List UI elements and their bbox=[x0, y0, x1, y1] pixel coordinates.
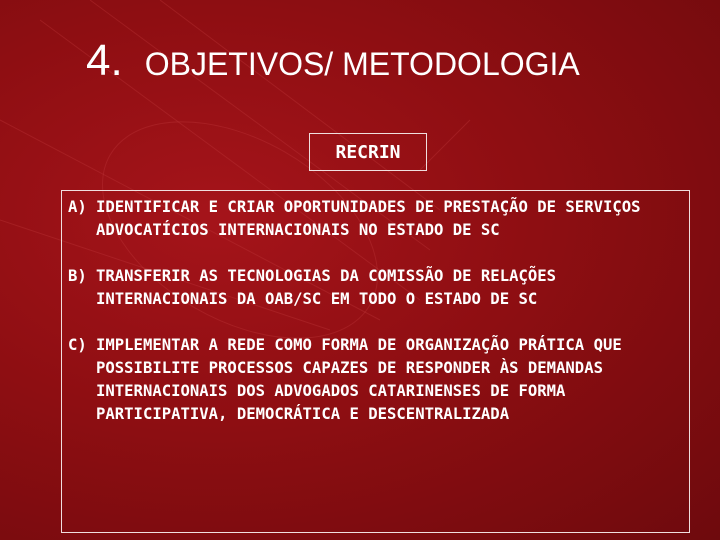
item-marker: A) bbox=[68, 198, 87, 216]
item-text: IDENTIFICAR E CRIAR OPORTUNIDADES DE PRESTAÇÃO DE SERVIÇOS ADVOCATÍCIOS INTERNACIONAIS NO ESTADO DE SC bbox=[96, 198, 641, 239]
item-marker: C) bbox=[68, 336, 87, 354]
list-item bbox=[68, 265, 689, 311]
list-item bbox=[68, 334, 689, 426]
item-text: TRANSFERIR AS TECNOLOGIAS DA COMISSÃO DE RELAÇÕES INTERNACIONAIS DA OAB/SC EM TODO O ESTADO DE SC bbox=[96, 267, 557, 308]
objectives-list bbox=[61, 190, 690, 533]
recrin-label: RECRIN bbox=[309, 133, 427, 171]
item-marker: B) bbox=[68, 267, 87, 285]
slide-title bbox=[86, 36, 580, 86]
section-title: OBJETIVOS/ METODOLOGIA bbox=[144, 46, 580, 82]
list-item bbox=[68, 196, 689, 242]
item-text: IMPLEMENTAR A REDE COMO FORMA DE ORGANIZAÇÃO PRÁTICA QUE POSSIBILITE PROCESSOS CAPAZES DE RESPONDER ÀS DEMANDAS INTERNACIONAIS DOS ADVOGADOS CATARINENSES DE FORMA PARTICIPATIVA, DEMOCRÁTICA E DESCENTRALIZADA bbox=[96, 336, 622, 423]
section-number: 4. bbox=[86, 36, 123, 85]
